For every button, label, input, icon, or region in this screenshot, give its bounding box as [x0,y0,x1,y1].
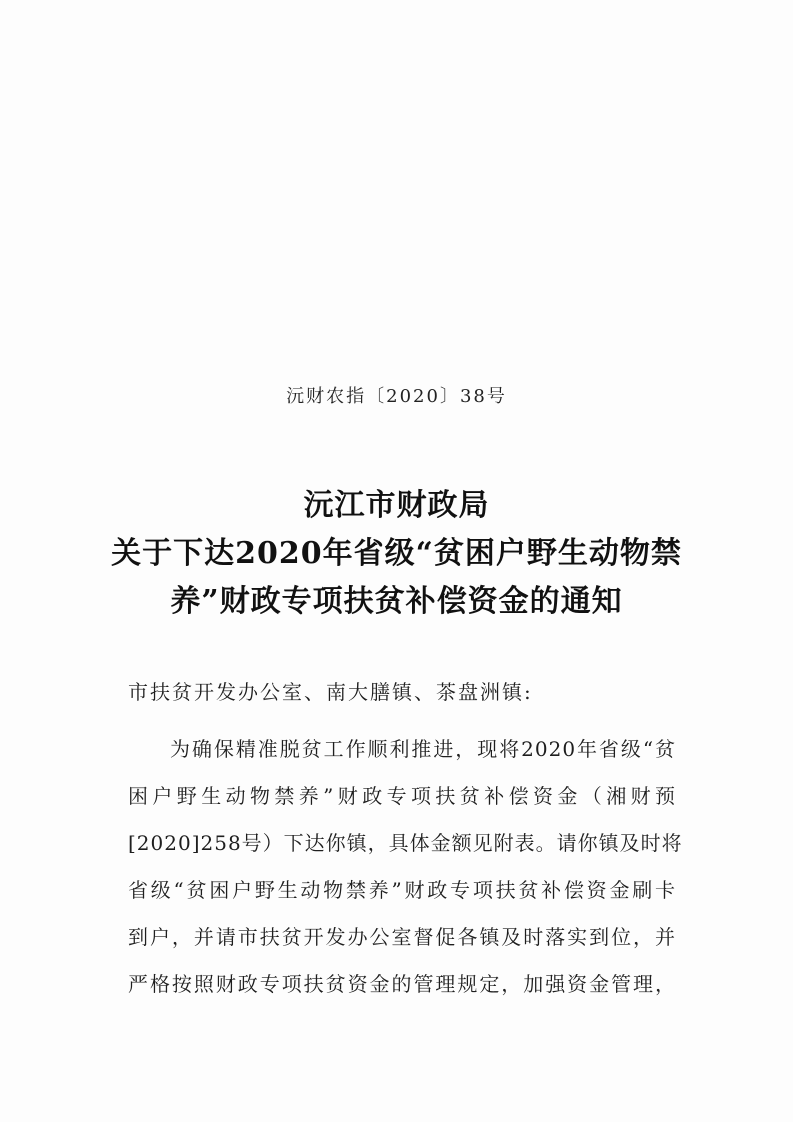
title-line-2: 关于下达2020年省级“贫困户野生动物禁 [111,536,682,571]
document-title [60,482,733,626]
body-line: 省级“贫困户野生动物禁养”财政专项扶贫补偿资金刷卡 [128,878,676,902]
body-line: [2020]258号）下达你镇，具体金额见附表。请你镇及时将 [128,831,683,855]
body-line: 严格按照财政专项扶贫资金的管理规定，加强资金管理， [128,972,676,996]
title-line-issuer: 沅江市财政局 [303,488,490,523]
body-line: 为确保精准脱贫工作顺利推进，现将2020年省级“贫 [170,737,676,761]
addressee-line: 市扶贫开发办公室、南大膳镇、茶盘洲镇: [128,680,533,704]
document-number: 沅财农指〔2020〕38号 [286,386,507,407]
body-paragraph [128,726,683,1008]
title-line-3: 养”财政专项扶贫补偿资金的通知 [170,584,623,619]
body-line: 到户，并请市扶贫开发办公室督促各镇及时落实到位，并 [128,925,676,949]
body-line: 困户野生动物禁养”财政专项扶贫补偿资金（湘财预 [128,784,676,808]
